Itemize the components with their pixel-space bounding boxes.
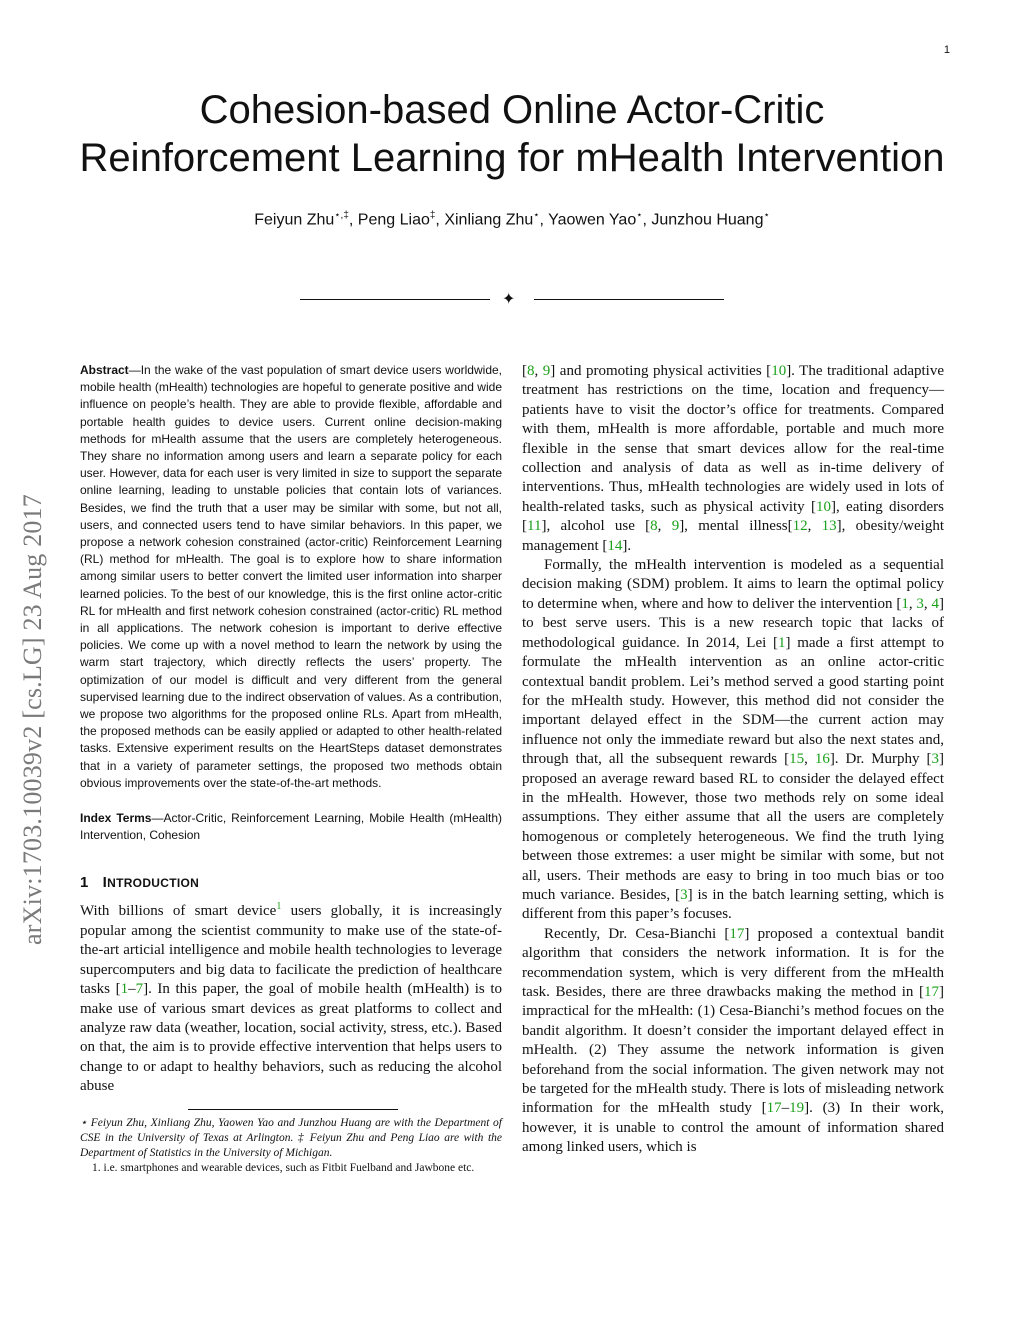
text-run: ] proposed an average reward based RL to consider the delayed effect in the mHealth. However, those two methods rely on some ideal assumptions. They either assume that all the users are completely homogenous or completely heterogeneous. We find the truth lying between those extremes: a user might be similar with some, but not all, users. Their methods are easy to bring in too much bias or too much variance. Besides, [: [522, 751, 945, 903]
citation-link[interactable]: 10: [771, 363, 787, 379]
citation-link[interactable]: 8: [527, 363, 535, 379]
citation-link[interactable]: 17: [766, 1100, 782, 1117]
author-affiliation-mark: ⋆,‡: [334, 210, 349, 221]
citation-link[interactable]: 14: [607, 537, 623, 554]
author-affiliation-mark: ⋆: [533, 210, 540, 221]
text-run: With billions of smart device: [80, 903, 277, 920]
text-run: ], alcohol use [: [541, 518, 651, 535]
intro-paragraph-continued: [522, 362, 944, 556]
footnote-affiliations: ⋆ Feiyun Zhu, Xinliang Zhu, Yaowen Yao and Junzhou Huang are with the Department of CSE in the University of Texas at Arlington. ‡ Feiyun Zhu and Peng Liao are with the Department of Statistics in the University of Michigan.: [80, 1116, 502, 1159]
intro-paragraph-recently: [522, 925, 944, 1158]
text-run: ,: [657, 518, 672, 535]
arxiv-identifier-stamp: arXiv:1703.10039v2 [cs.LG] 23 Aug 2017: [18, 494, 47, 945]
paper-title: [40, 86, 984, 182]
text-run: –: [128, 981, 136, 998]
author-list: Feiyun Zhu⋆,‡, Peng Liao‡, Xinliang Zhu⋆, Yaowen Yao⋆, Junzhou Huang⋆: [254, 210, 770, 229]
index-terms-label: Index Terms: [80, 811, 152, 826]
title-divider: [300, 290, 724, 310]
citation-link[interactable]: 1: [120, 981, 129, 998]
citation-link[interactable]: 19: [789, 1100, 805, 1117]
text-run: ], mental illness[: [679, 518, 793, 535]
intro-paragraph-formally: [522, 556, 944, 925]
citation-link[interactable]: 1: [901, 595, 909, 612]
footnote-ref-link[interactable]: 1: [276, 901, 282, 913]
text-run: ] made a first attempt to formulate the mHealth intervention as an online actor-critic contextual bandit problem. Lei’s method served a good starting point for the mHealth study. However, this method did not consider the important delayed effect in the SDM—the current action may influence not only the immediate reward but also the next states and, through that, all the subsequent rewards [: [522, 634, 944, 768]
text-run: ,: [908, 595, 917, 612]
author-name: Peng Liao: [357, 211, 430, 229]
index-terms: [80, 810, 502, 844]
author-name: Feiyun Zhu: [254, 211, 335, 229]
footnote-rule: [188, 1109, 398, 1110]
citation-link[interactable]: 7: [135, 981, 144, 998]
citation-link[interactable]: 8: [650, 518, 658, 535]
author-name: Yaowen Yao: [548, 211, 637, 229]
citation-link[interactable]: 3: [680, 886, 688, 903]
text-run: –: [781, 1100, 790, 1117]
divider-star-icon: ✦: [502, 289, 516, 308]
citation-link[interactable]: 3: [931, 751, 940, 768]
text-run: [: [522, 363, 527, 379]
citation-link[interactable]: 16: [814, 751, 830, 768]
citation-link[interactable]: 17: [924, 984, 939, 1000]
text-run: Recently, Dr. Cesa-Bianchi [: [544, 925, 730, 942]
abstract-label: Abstract: [80, 363, 129, 377]
text-run: ]. (3) In their work, however, it is unable to control the amount of information shared among linked users, which is: [522, 1100, 944, 1156]
citation-link[interactable]: 9: [671, 518, 680, 535]
citation-link[interactable]: 10: [816, 498, 831, 515]
footnote-1: 1. i.e. smartphones and wearable devices, such as Fitbit Fuelband and Jawbone etc.: [92, 1161, 475, 1174]
page-number: 1: [943, 44, 950, 56]
text-run: ], eating disorders [: [522, 498, 944, 535]
text-run: ] is in the batch learning setting, which is different from this paper’s focuses.: [522, 886, 945, 923]
citation-link[interactable]: 4: [931, 595, 939, 612]
citation-link[interactable]: 3: [916, 595, 924, 612]
text-run: ,: [534, 363, 543, 379]
text-run: ] to best serve users. This is a new research topic that lacks of methodological guidance. In 2014, Lei [: [522, 595, 944, 651]
divider-line-left: [300, 299, 490, 300]
section-heading-introduction: [80, 874, 502, 891]
citation-link[interactable]: 9: [542, 363, 551, 379]
text-run: ]. The traditional adaptive treatment has restrictions on the time, location and frequency—patients have to visit the doctor’s office for treatments. Compared with them, mHealth is more affordable, portable and much more flexible in the sense that smart devices allow for the real-time collection and analysis of data as well as in-time delivery of interventions. Thus, mHealth technologies are widely used in lots of health-related tasks, such as physical activity [: [522, 363, 945, 515]
abstract-text: —In the wake of the vast population of smart device users worldwide, mobile health (mHealth) technologies are hopeful to generate positive and wide influence on people’s health. They are able to provide flexible, affordable and portable health guides to device users. Current online decision-making methods for mHealth assume that the users are completely heterogeneous. They share no information among users and learn a separate policy for each user. However, data for each user is very limited in size to support the separate online learning, leading to unstable policies that contain lots of variances. Besides, we find the truth that a user may be similar with some, but not all, users, and connected users tend to have similar behaviors. In this paper, we propose a network cohesion constrained (actor-critic) Reinforcement Learning (RL) method for mHealth. The goal is to explore how to share information among similar users to better convert the limited user information into sharper learned policies. To the best of our knowledge, this is the first online actor-critic RL for mHealth and first network cohesion constrained (actor-critic) RL method in all applications. The network cohesion is important to derive effective policies. We come up with a novel method to learn the network by using the warm start trajectory, which directly reflects the users’ property. The optimization of our model is difficult and very different from the general supervised learning due to the indirect observation of values. As a contribution, we propose two algorithms for the proposed online RLs. Apart from mHealth, the proposed methods can be easily applied or adapted to other health-related tasks. Extensive experiment results on the HeartSteps dataset demonstrates that in a variety of parameter settings, the proposed two methods obtain obvious improvements over the state-of-the-art methods.: [80, 363, 502, 790]
index-terms-text: —Actor-Critic, Reinforcement Learning, Mobile Health (mHealth) Intervention, Cohesion: [80, 811, 502, 843]
text-run: ]. In this paper, the goal of mobile health (mHealth) is to make use of various smart devices as great platforms to collect and analyze raw data (weather, location, social activity, stress, etc.). Based on that, the aim is to provide effective intervention that helps users to change to or adapt to healthy behaviors, such as reducing the alcohol abuse: [80, 981, 502, 1095]
text-run: ,: [923, 595, 932, 612]
intro-paragraph-1: [80, 897, 502, 1096]
section-number: 1: [80, 874, 89, 892]
abstract: [80, 362, 502, 792]
citation-link[interactable]: 15: [789, 751, 805, 768]
citation-link[interactable]: 13: [821, 518, 837, 535]
text-run: ] and promoting physical activities [: [550, 363, 772, 379]
text-run: users globally, it is increasingly popular among the scientist community to make use of the state-of-the-art articial intelligence and mobile health technologies to leverage supercomputers and big data to facilicate the prediction of healthcare tasks [: [80, 903, 502, 998]
text-run: ].: [622, 537, 632, 554]
text-run: ], obesity/weight management [: [522, 518, 944, 554]
text-run: ] proposed a contextual bandit algorithm that considers the network information. It is for the recommendation system, which is very different from the mHealth task. Besides, there are three drawbacks making the method in [: [522, 925, 944, 1000]
title-line-1: Cohesion-based Online Actor-Critic: [199, 88, 825, 132]
citation-link[interactable]: 17: [729, 925, 745, 942]
author-affiliation-mark: ‡: [429, 210, 436, 221]
author-affiliation-mark: ⋆: [636, 210, 643, 221]
author-name: Junzhou Huang: [651, 211, 764, 229]
author-name: Xinliang Zhu: [444, 211, 534, 229]
citation-link[interactable]: 1: [777, 634, 786, 651]
right-column: [522, 362, 944, 1158]
text-run: Formally, the mHealth intervention is modeled as a sequential decision making (SDM) problem. It aims to learn the optimal policy to determine when, where and how to deliver the intervention [: [522, 557, 944, 612]
text-run: ,: [807, 518, 822, 535]
citation-link[interactable]: 11: [527, 518, 542, 535]
title-line-2: Reinforcement Learning for mHealth Intervention: [79, 136, 945, 180]
text-run: ,: [804, 751, 815, 768]
citation-link[interactable]: 12: [792, 518, 808, 535]
section-title-initial: I: [102, 874, 108, 892]
text-run: ] impractical for the mHealth: (1) Cesa-Bianchi’s method focues on the bandit algorithm. It doesn’t consider the important delayed effect in mHealth. (2) They assume the network information is given beforehand from the social information. The given network may not be targeted for the mHealth study. There is lots of misleading network information for the mHealth study [: [522, 984, 944, 1117]
divider-line-right: [534, 299, 724, 300]
author-affiliation-mark: ⋆: [763, 210, 770, 221]
text-run: ]. Dr. Murphy [: [829, 751, 932, 768]
section-title-rest: NTRODUCTION: [107, 876, 200, 891]
left-column: [80, 362, 502, 1176]
